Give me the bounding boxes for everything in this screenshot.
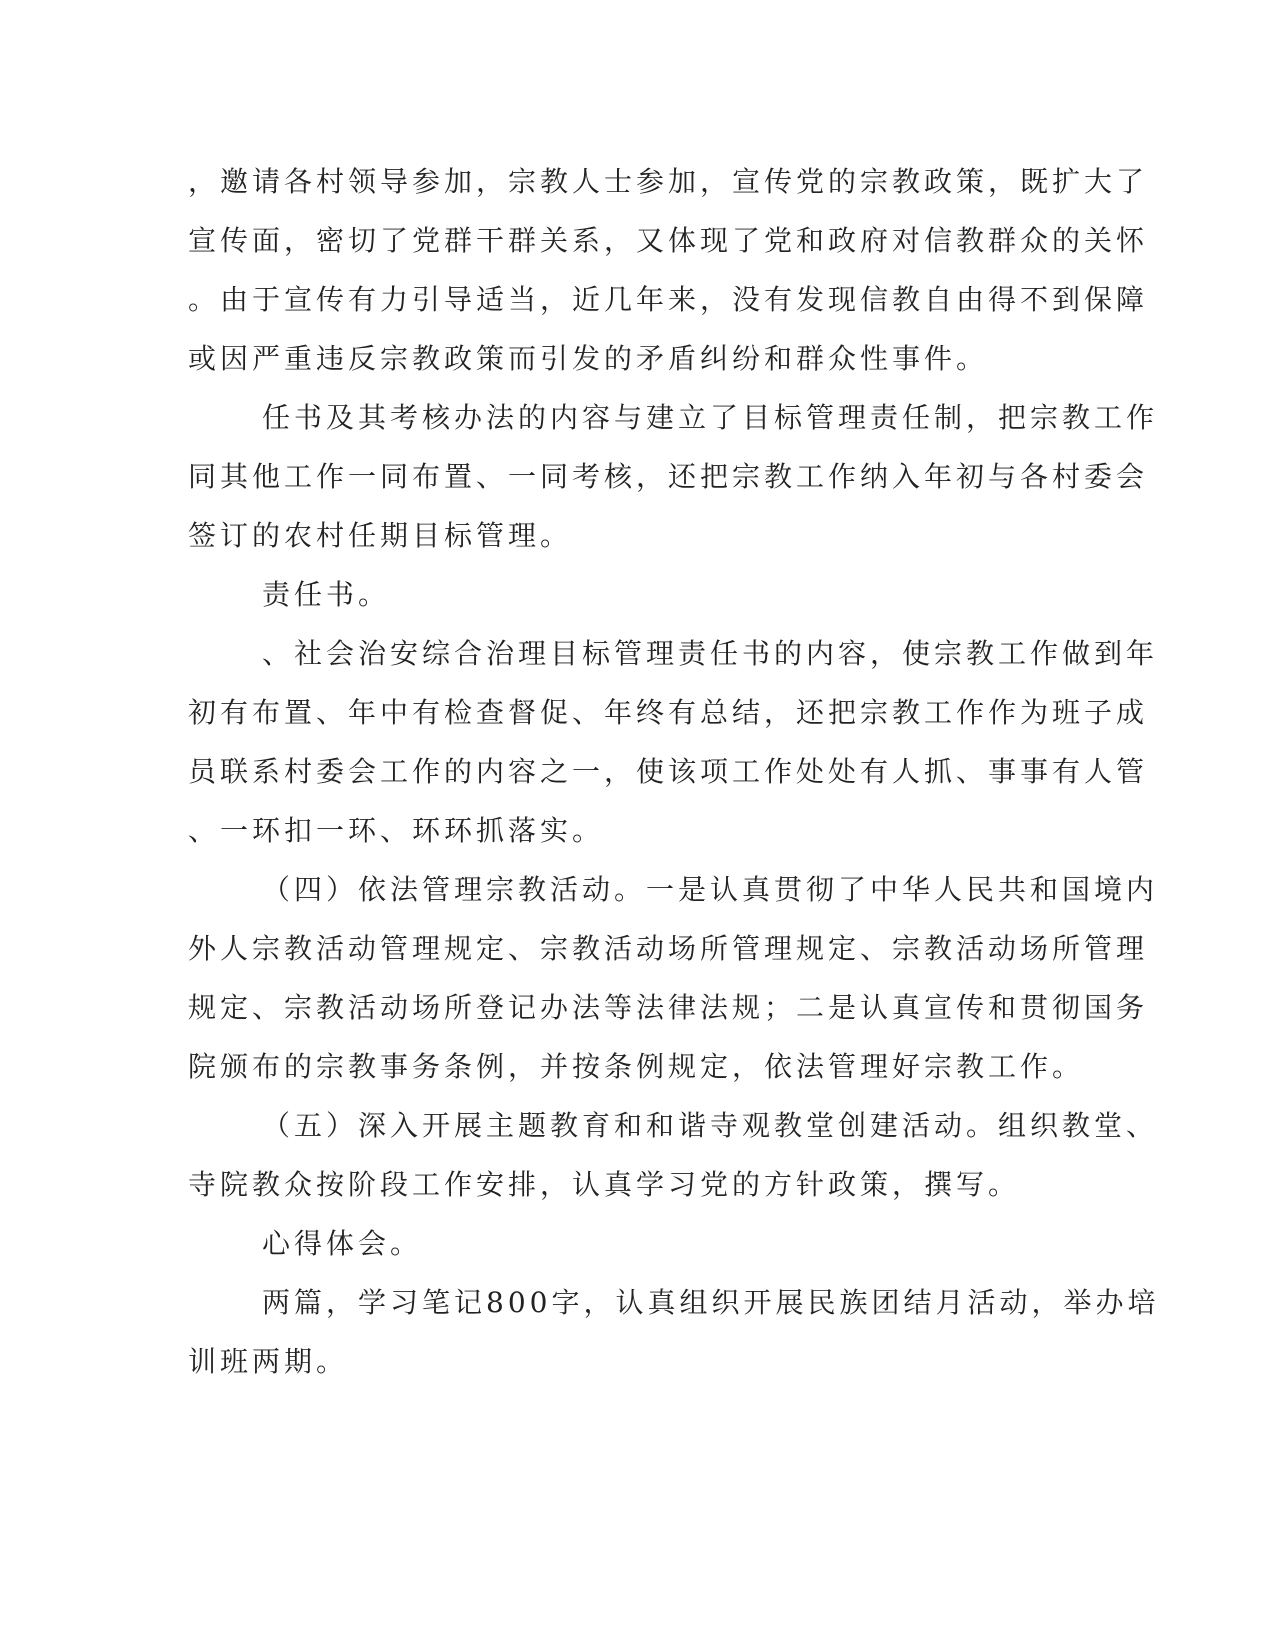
paragraph-line: 宣传面，密切了党群干群关系，又体现了党和政府对信教群众的关怀	[188, 224, 1149, 257]
paragraph-line: 两篇，学习笔记800字，认真组织开展民族团结月活动，举办培	[262, 1286, 1160, 1319]
paragraph-line: 外人宗教活动管理规定、宗教活动场所管理规定、宗教活动场所管理	[188, 932, 1149, 965]
paragraph-3	[188, 565, 1068, 624]
paragraph-line: 寺院教众按阶段工作安排，认真学习党的方针政策，撰写。	[188, 1168, 1021, 1201]
paragraph-5	[188, 860, 1159, 1096]
paragraph-8	[188, 1273, 1160, 1391]
paragraph-line: （五）深入开展主题教育和和谐寺观教堂创建活动。组织教堂、	[262, 1109, 1159, 1142]
paragraph-line: ，邀请各村领导参加，宗教人士参加，宣传党的宗教政策，既扩大了	[188, 165, 1149, 198]
paragraph-line: 心得体会。	[262, 1227, 423, 1260]
paragraph-1	[188, 152, 1149, 388]
paragraph-line: 签订的农村任期目标管理。	[188, 519, 573, 552]
paragraph-line: 、社会治安综合治理目标管理责任书的内容，使宗教工作做到年	[262, 637, 1159, 670]
paragraph-2	[188, 388, 1159, 565]
paragraph-line: 初有布置、年中有检查督促、年终有总结，还把宗教工作作为班子成	[188, 696, 1149, 729]
paragraph-line: 院颁布的宗教事务条例，并按条例规定，依法管理好宗教工作。	[188, 1050, 1085, 1083]
paragraph-line: 同其他工作一同布置、一同考核，还把宗教工作纳入年初与各村委会	[188, 460, 1149, 493]
paragraph-6	[188, 1096, 1159, 1214]
paragraph-line: 、一环扣一环、环环抓落实。	[188, 814, 605, 847]
paragraph-line: 训班两期。	[188, 1345, 349, 1378]
paragraph-line: 规定、宗教活动场所登记办法等法律法规；二是认真宣传和贯彻国务	[188, 991, 1149, 1024]
paragraph-line: （四）依法管理宗教活动。一是认真贯彻了中华人民共和国境内	[262, 873, 1159, 906]
paragraph-line: 。由于宣传有力引导适当，近几年来，没有发现信教自由得不到保障	[188, 283, 1149, 316]
paragraph-line: 责任书。	[262, 578, 391, 611]
paragraph-line: 任书及其考核办法的内容与建立了目标管理责任制，把宗教工作	[262, 401, 1159, 434]
paragraph-line: 员联系村委会工作的内容之一，使该项工作处处有人抓、事事有人管	[188, 755, 1149, 788]
paragraph-4	[188, 624, 1159, 860]
paragraph-7	[188, 1214, 1068, 1273]
paragraph-line: 或因严重违反宗教政策而引发的矛盾纠纷和群众性事件。	[188, 342, 989, 375]
